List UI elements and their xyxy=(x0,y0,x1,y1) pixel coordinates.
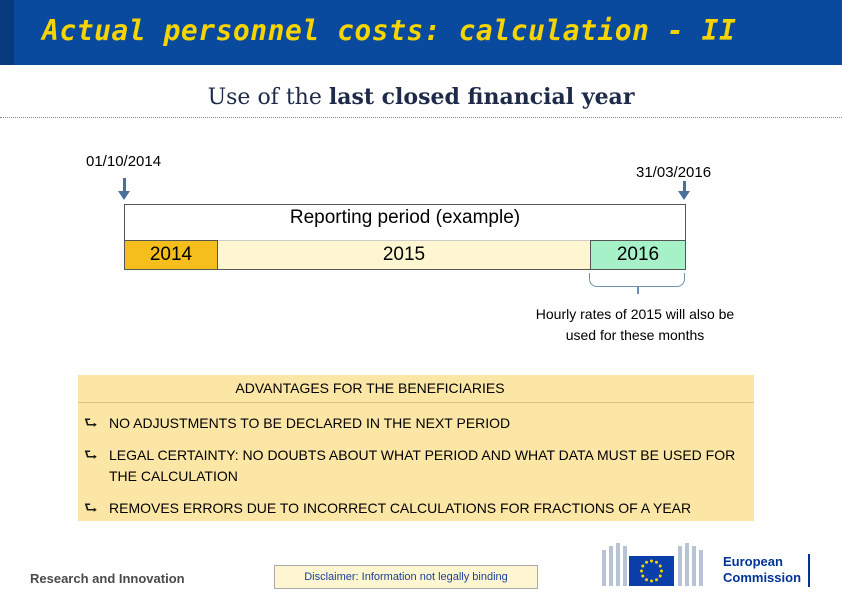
year-2015-cell: 2015 xyxy=(218,240,590,270)
end-arrow-icon xyxy=(683,181,686,192)
bullet-arrow-icon: ⮑ xyxy=(84,414,98,432)
reporting-period-label-strong: Reporting period xyxy=(289,207,431,228)
reporting-period-label-rest: (example) xyxy=(430,207,521,228)
advantage-item xyxy=(84,413,750,434)
disclaimer-text: Information not legally binding xyxy=(361,571,508,583)
advantage-text: NO ADJUSTMENTS TO BE DECLARED IN THE NEXT PERIOD xyxy=(109,415,511,431)
hourly-rates-note: Hourly rates of 2015 will also be used for these months xyxy=(535,306,735,343)
bullet-arrow-icon: ⮑ xyxy=(84,446,98,464)
reporting-period-label xyxy=(124,207,686,229)
wordmark-line-2: Commission xyxy=(723,570,802,585)
brace-icon xyxy=(589,273,685,287)
title-accent xyxy=(0,0,14,65)
brace-tip xyxy=(637,286,639,294)
advantage-text: REMOVES ERRORS DUE TO INCORRECT CALCULATIONS FOR FRACTIONS OF A YEAR xyxy=(109,500,692,516)
subtitle-emphasis: last closed financial year xyxy=(328,84,635,110)
advantage-item xyxy=(84,445,750,487)
footer-research-innovation: Research and Innovation xyxy=(30,571,185,586)
wordmark-line-1: European xyxy=(723,554,783,569)
subtitle-prefix: Use of the xyxy=(207,85,329,110)
disclaimer-prefix: Disclaimer: xyxy=(304,571,362,583)
end-date: 31/03/2016 xyxy=(636,164,712,181)
start-arrow-icon xyxy=(123,178,126,192)
european-commission-wordmark xyxy=(723,554,801,586)
subtitle xyxy=(0,84,842,110)
year-2016-cell: 2016 xyxy=(590,240,686,270)
start-date: 01/10/2014 xyxy=(86,153,162,170)
advantage-text: LEGAL CERTAINTY: NO DOUBTS ABOUT WHAT PERIOD AND WHAT DATA MUST BE USED FOR THE CALCULATION xyxy=(109,447,736,484)
wordmark-divider xyxy=(808,554,810,587)
subtitle-divider xyxy=(0,117,842,118)
year-2014-cell: 2014 xyxy=(124,240,218,270)
bullet-arrow-icon: ⮑ xyxy=(84,499,98,517)
advantages-title: ADVANTAGES FOR THE BENEFICIARIES xyxy=(235,380,505,396)
advantage-item xyxy=(84,498,750,519)
disclaimer-box xyxy=(274,565,538,589)
page-title: Actual personnel costs: calculation - II xyxy=(42,14,737,47)
